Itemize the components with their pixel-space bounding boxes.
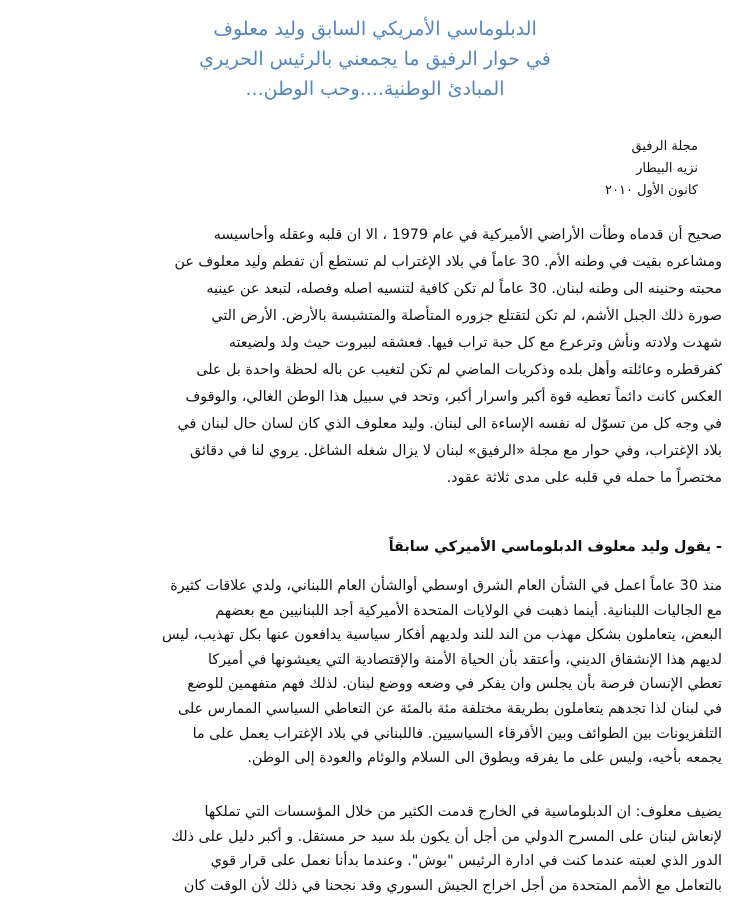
text-line: تعطي الإنسان فرصة بأن يجلس وان يفكر في وضعه ووضع لبنان. لذلك فهم متفهمين للوضع — [187, 676, 722, 693]
text-line: بلاد الإغتراب، وفي حوار مع مجلة «الرفيق» لبنان لا يزال شغله الشاغل. يروي لنا في دقائق — [190, 443, 722, 459]
text-line: مع الجاليات اللبنانية. أينما ذهبت في الولايات المتحدة الأميركية أجد اللبنانيين مع بعضهم — [215, 602, 722, 619]
text-line: الدور الذي لعبته عندما كنت في ادارة الرئيس "بوش". وعندما بدأنا نعمل على قرار قوي — [210, 853, 722, 870]
text-line: كفرقطره وعائلته وأهل بلده وذكريات الماضي لم تكن لتغيب عن باله لحظة واحدة بل على — [196, 362, 722, 378]
author-name: نزيه البيطار — [636, 161, 698, 176]
text-line: لديهم هذا الإنشقاق الديني، وأعتقد بأن الحياة الأمنة والإقتصادية التي يعيشونها في أميركا — [208, 651, 722, 668]
text-line: صورة ذلك الجبل الأشم، لم تكن لتقتلع جزوره المتأصلة والمتشبسة بالأرض. الأرض التي — [211, 308, 722, 324]
intro-paragraph — [28, 222, 722, 492]
text-line: التلفزيونات بين الطوائف وبين الأفرقاء السياسيين. فاللبناني في بلاد الإغتراب يعمل على ما — [192, 725, 722, 742]
article-title — [60, 14, 690, 104]
continuation-paragraph — [28, 800, 722, 898]
text-line: منذ 30 عاماً اعمل في الشأن العام الشرق اوسطي أوالشأن العام اللبناني، ولدي علاقات كثيرة — [170, 578, 722, 594]
publication-date: كانون الأول ٢٠١٠ — [605, 183, 698, 198]
text-line: ومشاعره بقيت في وطنه الأم. 30 عاماً في بلاد الإغتراب لم تستطع أن تفطم وليد معلوف عن — [174, 254, 722, 270]
text-line: شهدت ولادته ونأش وترعرع مع كل حبة تراب فيها. فعشقه لبيروت حيث ولد ولضيعته — [228, 335, 722, 351]
magazine-name: مجلة الرفيق — [631, 139, 698, 154]
text-line: في وجه كل من تسوّل له نفسه الإساءة الى لبنان. وليد معلوف الذي كان لسان حال لبنان في — [177, 416, 722, 432]
text-line: يجمعه بأخيه، وليس على ما يفرقه ويطوق الى السلام والوئام والعودة إلى الوطن. — [247, 750, 722, 767]
question-heading — [28, 534, 722, 561]
title-line-2: في حوار الرفيق ما يجمعني بالرئيس الحريري — [199, 48, 551, 70]
article-meta — [398, 136, 698, 202]
question-text: - يقول وليد معلوف الدبلوماسي الأميركي سابقاً — [388, 539, 722, 555]
title-line-1: الدبلوماسي الأمريكي السابق وليد معلوف — [213, 18, 537, 40]
text-line: يضيف معلوف: ان الدبلوماسية في الخارج قدمت الكثير من خلال المؤسسات التي تملكها — [204, 804, 722, 820]
text-line: في لبنان لذا تجدهم يتعاملون بطريقة مختلفة مئة بالمئة عن التعاطي السياسي الممارس على — [178, 700, 722, 717]
text-line: بالتعامل مع الأمم المتحدة من أجل اخراج الجيش السوري وقد نجحنا في ذلك لأن الوقت كان — [183, 877, 722, 894]
text-line: صحيح أن قدماه وطأت الأراضي الأميركية في عام 1979 ، الا ان قلبه وعقله وأحاسيسه — [213, 227, 722, 243]
text-line: العكس كانت دائماً تعطيه قوة أكبر واسرار أكبر، وتحد في سبيل هذا الوطن الغالي، والوقوف — [185, 389, 722, 405]
text-line: محبته وحنينه الى وطنه لبنان. 30 عاماً لم تكن كافية لتنسيه اصله وفصله، لتبعد عن عينيه — [206, 281, 722, 297]
title-line-3: المبادئ الوطنية....وحب الوطن... — [245, 78, 505, 100]
text-line: لإنعاش لبنان على المسرح الدولي من أجل أن يكون بلد سيد حر مستقل. و أكبر دليل على ذلك — [171, 828, 722, 845]
text-line: مختصراً ما حمله في قلبه على مدى ثلاثة عقود. — [446, 470, 722, 486]
text-line: البعض، يتعاملون بشكل مهذب من الند للند ولديهم أفكار سياسية يدافعون عنها بكل تهذيب، ليس — [162, 627, 722, 644]
answer-paragraph — [28, 574, 722, 771]
